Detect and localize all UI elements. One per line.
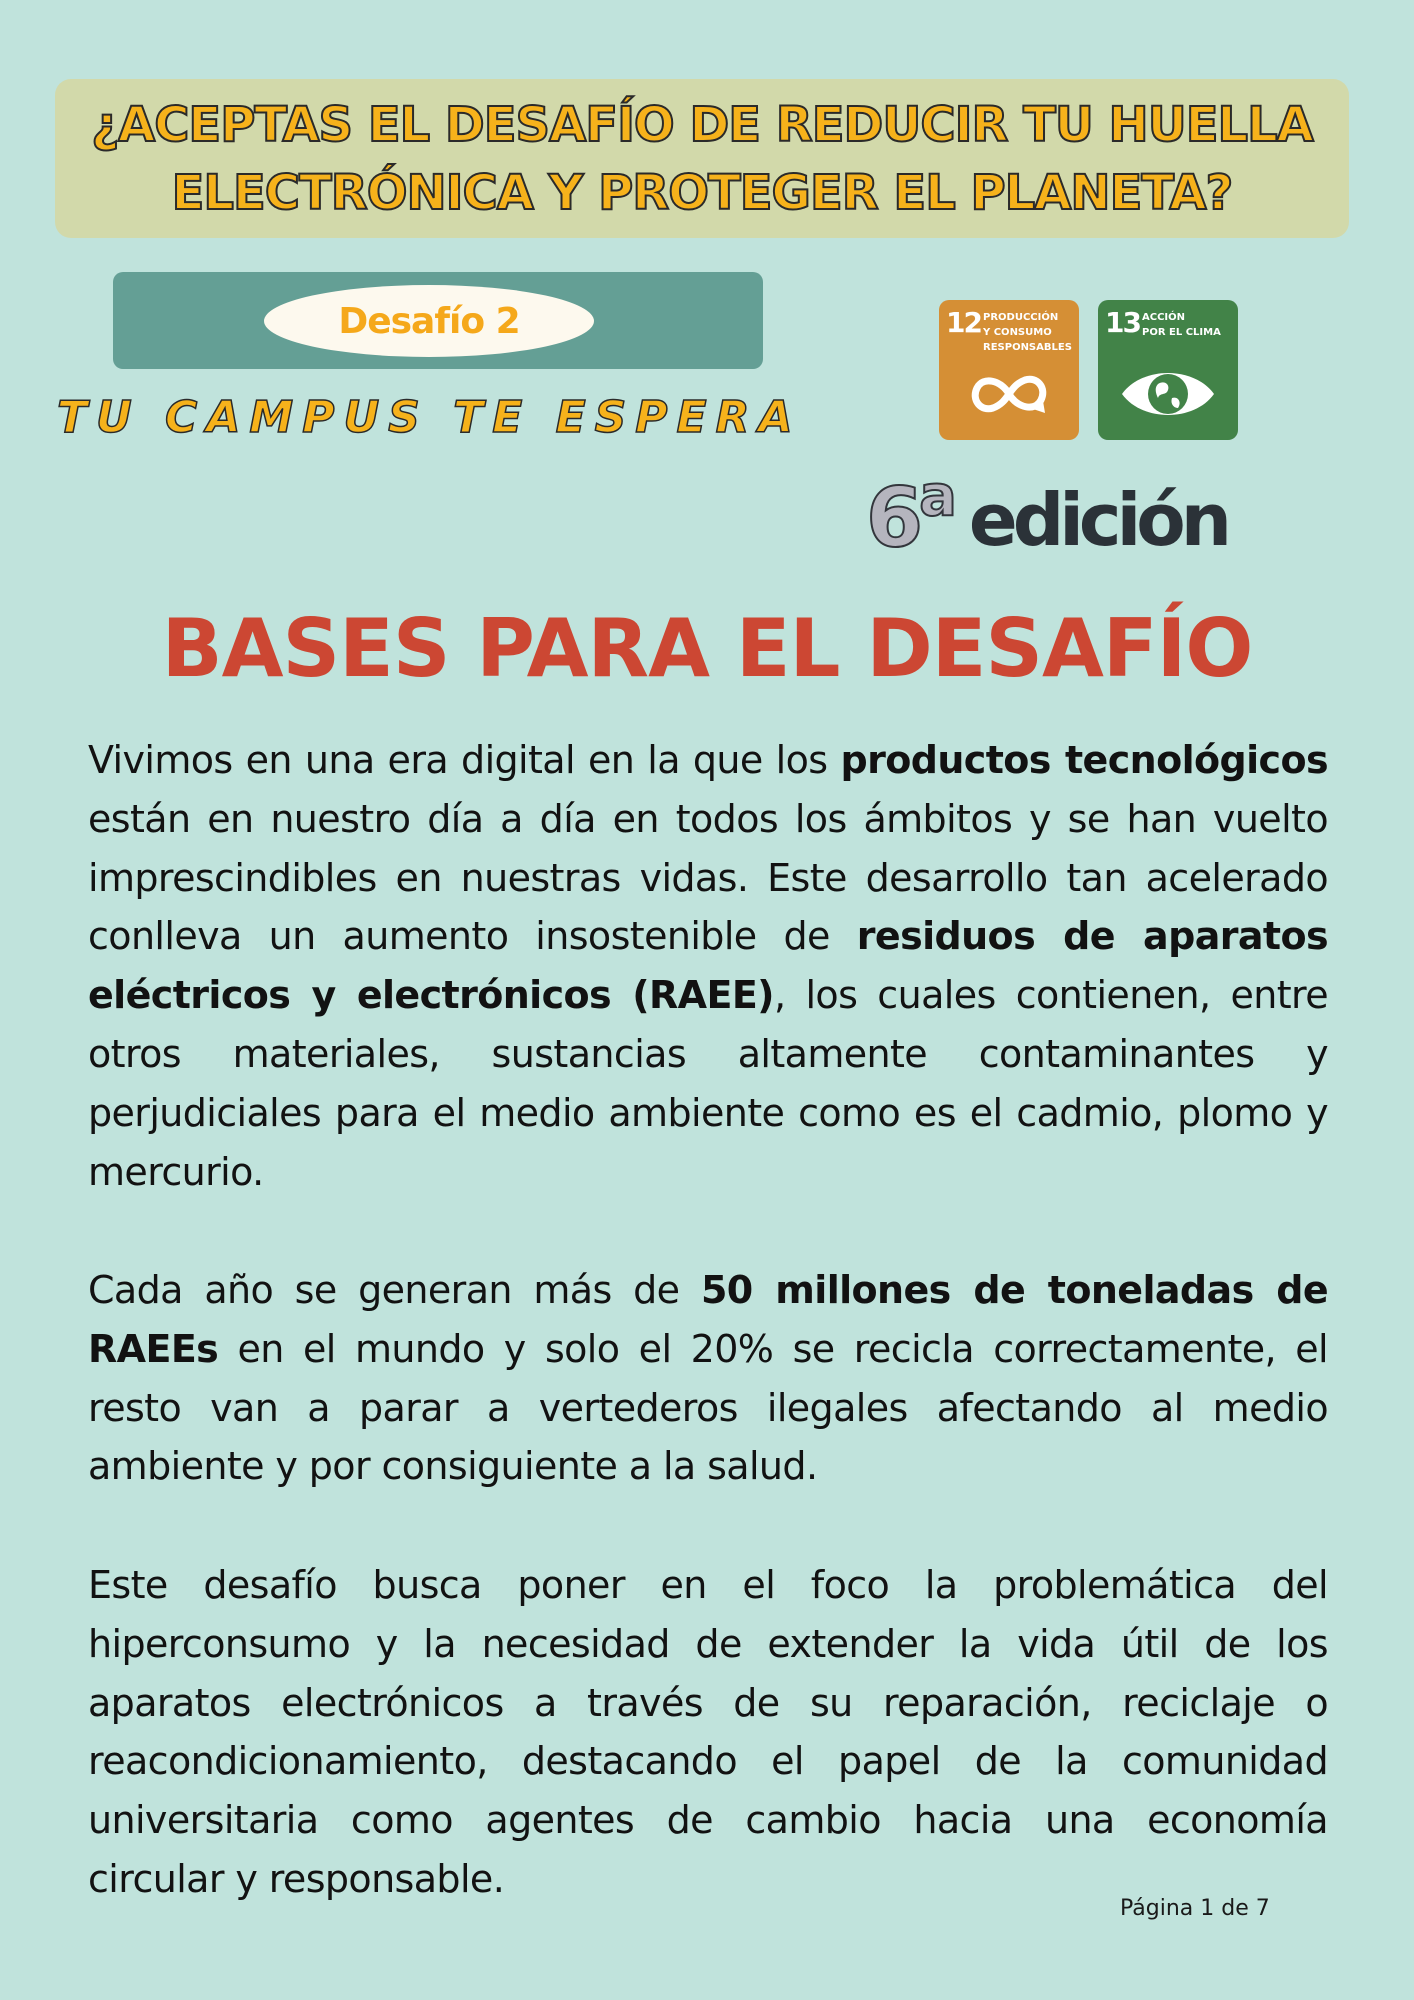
sdg-12-label: PRODUCCIÓN Y CONSUMO RESPONSABLES: [983, 312, 1072, 353]
eye-globe-icon: [1120, 360, 1216, 428]
p2-text-a: Cada año se generan más de: [88, 1268, 701, 1312]
edition-number: 6: [866, 471, 920, 566]
header-title: ¿ACEPTAS EL DESAFÍO DE REDUCIR TU HUELLA ELECTRÓNICA Y PROTEGER EL PLANETA?: [91, 96, 1313, 221]
infinity-icon: [961, 360, 1057, 428]
sdg-13-label: ACCIÓN POR EL CLIMA: [1142, 312, 1221, 338]
paragraph-goal: Este desafío busca poner en el foco la problemática del hiperconsumo y la necesidad de extender la vida útil de los aparatos electrónicos a través de su reparación, reciclaje o reacondicionamiento, destacando el papel de la comunidad universitaria como agentes de cambio hacia una economía circular y responsable.: [88, 1563, 1328, 1901]
page-number: Página 1 de 7: [1120, 1896, 1270, 1921]
challenge-label: Desafío 2: [338, 300, 520, 342]
p1-bold-products: productos tecnológicos: [840, 738, 1328, 782]
section-title: BASES PARA EL DESAFÍO: [161, 602, 1253, 695]
paragraph-statistics: [88, 1261, 1328, 1496]
p1-text-e: , los cuales contienen, entre otros materiales, sustancias altamente contaminantes y perjudiciales para el medio ambiente como es el cadmio, plomo y mercurio.: [88, 973, 1328, 1194]
p2-bold-tonnes: 50 millones de toneladas de RAEEs: [88, 1268, 1329, 1371]
p1-bold-raee: residuos de aparatos eléctricos y electrónicos (RAEE): [88, 914, 1329, 1018]
header-banner: [55, 79, 1349, 238]
campus-slogan: TU CAMPUS TE ESPERA: [57, 392, 802, 443]
edition-logo: [866, 464, 1227, 566]
sdg-12-badge: [939, 300, 1079, 440]
p1-text-a: Vivimos en una era digital en la que los: [88, 738, 841, 782]
paragraph-intro: [88, 731, 1328, 1201]
p1-text-c: están en nuestro día a día en todos los ámbitos y se han vuelto imprescindibles en nuestras vidas. Este desarrollo tan acelerado conlleva un aumento insostenible de: [88, 796, 1328, 959]
sdg-13-badge: [1098, 300, 1238, 440]
challenge-pill: [264, 285, 594, 357]
sdg-12-number: 12: [946, 306, 981, 339]
edition-superscript: a: [919, 464, 957, 529]
challenge-banner: [113, 272, 763, 369]
p2-text-c: en el mundo y solo el 20% se recicla correctamente, el resto van a parar a vertederos ilegales afectando al medio ambiente y por consiguiente a la salud.: [88, 1326, 1328, 1489]
sdg-13-number: 13: [1105, 306, 1140, 339]
edition-word: edición: [968, 478, 1227, 562]
